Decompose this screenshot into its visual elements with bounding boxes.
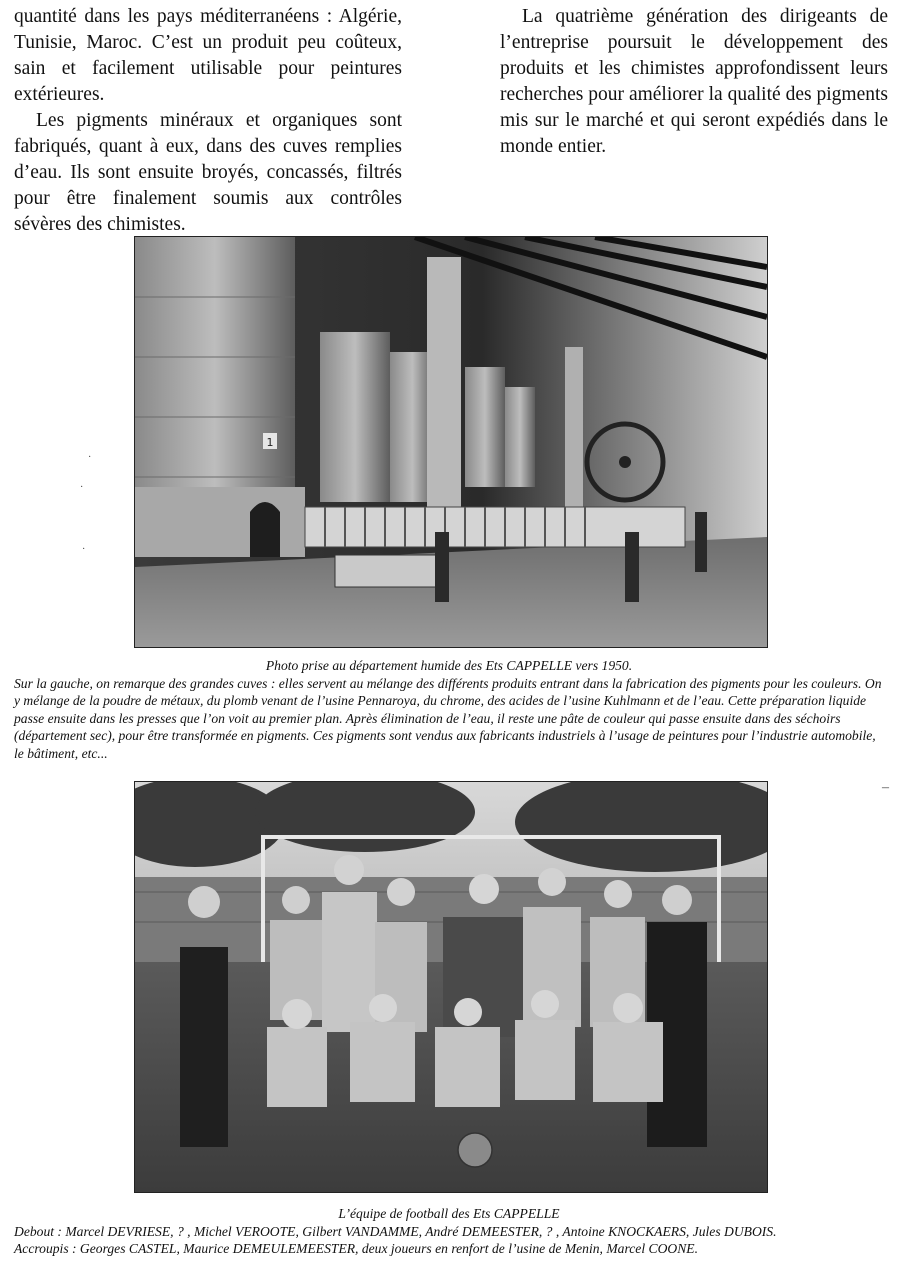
team-caption-standing: Debout : Marcel DEVRIESE, ? , Michel VEROOTE, Gilbert VANDAMME, André DEMEESTER, ? , Antoine KNOCKAERS, Jules DUBOIS. <box>14 1223 777 1239</box>
team-caption-title: L’équipe de football des Ets CAPPELLE <box>338 1206 560 1221</box>
team-photo-caption <box>14 1205 884 1258</box>
scan-speck: · <box>80 482 84 493</box>
left-text-column <box>14 4 402 238</box>
factory-caption-title: Photo prise au département humide des Ets CAPPELLE vers 1950. <box>265 658 633 673</box>
scan-speck: · <box>82 544 86 555</box>
left-paragraph-2: Les pigments minéraux et organiques sont fabriqués, quant à eux, dans des cuves remplies d’eau. Ils sont ensuite broyés, concassés, filtrés pour être finalement soumis aux contrôles sévères des chimistes. <box>14 110 402 235</box>
right-paragraph-1: La quatrième génération des dirigeants de l’entreprise poursuit le développement des produits et les chimistes approfondissent leurs recherches pour améliorer la qualité des pigments mis sur le marché et qui seront expédiés dans le monde entier. <box>500 6 888 157</box>
football-team-illustration <box>135 782 767 1192</box>
vat-number-label: 1 <box>266 436 274 449</box>
factory-caption-body: Sur la gauche, on remarque des grandes cuves : elles servent au mélange des différents produits entrant dans la fabrication des pigments pour les couleurs. On y mélange de la poudre de métaux, du plomb venant de l’usine Pennaroya, du chrome, des acides de l’usine Kuhlmann et de l’eau. Cette préparation liquide passe ensuite dans les presses que l’on voit au premier plan. Après élimination de l’eau, il reste une pâte de couleur qui passe ensuite dans des séchoirs (département sec), pour être transformée en pigments. Ces pigments sont vendus aux fabricants industriels à l’usage de peintures pour l’industrie automobile, le bâtiment, etc... <box>14 675 882 761</box>
factory-photo-caption <box>14 657 884 762</box>
scan-speck: · <box>88 452 92 463</box>
football-team-photo <box>134 781 768 1193</box>
right-text-column <box>500 4 888 160</box>
team-caption-crouching: Accroupis : Georges CASTEL, Maurice DEMEULEMEESTER, deux joueurs en renfort de l’usine de Menin, Marcel COONE. <box>14 1241 698 1256</box>
factory-photo <box>134 236 768 648</box>
factory-photo-illustration <box>135 237 767 647</box>
left-paragraph-1: quantité dans les pays méditerranéens : Algérie, Tunisie, Maroc. C’est un produit peu coûteux, sain et facilement utilisable pour peintures extérieures. <box>14 6 402 105</box>
scan-speck: – <box>882 780 889 795</box>
